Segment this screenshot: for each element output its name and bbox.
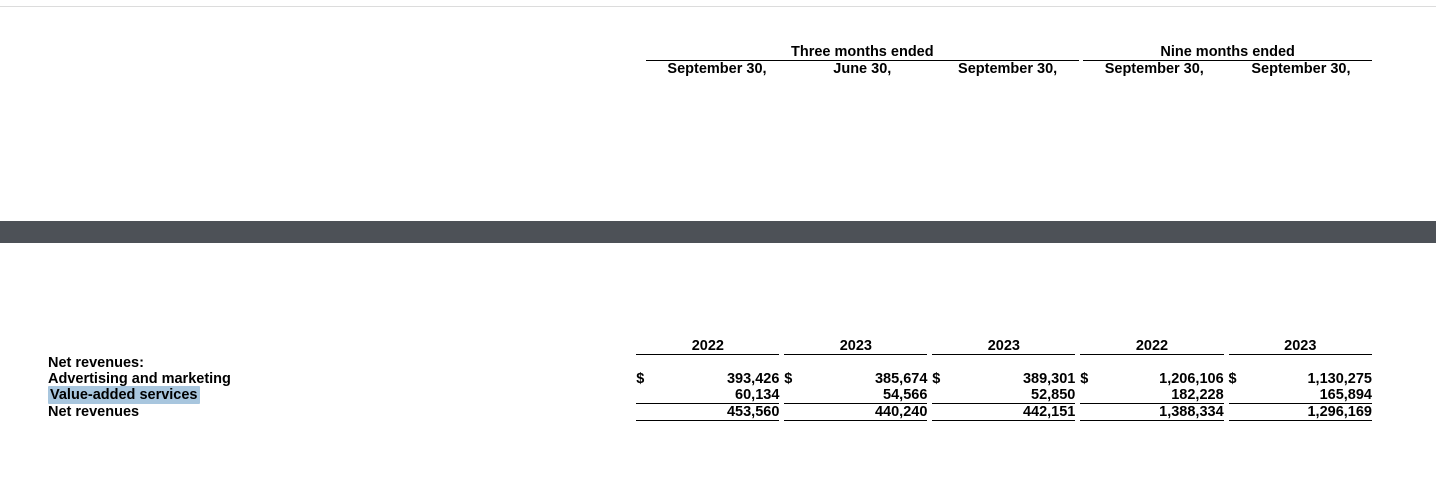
cell-value: 393,426 bbox=[726, 370, 780, 387]
cell-value: 442,151 bbox=[1022, 403, 1076, 420]
section-title-row bbox=[48, 355, 1372, 371]
currency-symbol: $ bbox=[1080, 370, 1089, 387]
cell-value: 1,388,334 bbox=[1159, 403, 1224, 420]
table-row-total bbox=[48, 403, 1372, 420]
cell-value: 54,566 bbox=[883, 386, 928, 403]
currency-symbol: $ bbox=[932, 370, 941, 387]
table-row bbox=[48, 371, 1372, 387]
cell-advertising-1 bbox=[636, 371, 779, 387]
cell-advertising-3 bbox=[932, 371, 1075, 387]
financial-table-header bbox=[646, 44, 1372, 77]
section-blank-3 bbox=[932, 355, 1075, 371]
cell-value: 165,894 bbox=[1319, 386, 1372, 403]
cell-value-added-5 bbox=[1229, 387, 1372, 404]
cell-value: 1,130,275 bbox=[1307, 370, 1372, 387]
section-blank-2 bbox=[784, 355, 927, 371]
table-row bbox=[48, 387, 1372, 404]
year-label-1: 2022 bbox=[636, 338, 779, 355]
cell-value: 385,674 bbox=[874, 370, 928, 387]
currency-symbol: $ bbox=[1228, 370, 1237, 387]
financial-table-body bbox=[48, 338, 1372, 421]
cell-net-revenues-3 bbox=[932, 403, 1075, 420]
currency-symbol: $ bbox=[636, 370, 645, 387]
cell-net-revenues-5 bbox=[1229, 403, 1372, 420]
cell-value-added-1 bbox=[636, 387, 779, 404]
year-label-4: 2022 bbox=[1080, 338, 1223, 355]
header-group-row bbox=[646, 44, 1372, 61]
year-header-row bbox=[48, 338, 1372, 355]
cell-value: 52,850 bbox=[1031, 386, 1076, 403]
page-top-divider bbox=[0, 6, 1436, 7]
cell-net-revenues-4 bbox=[1080, 403, 1223, 420]
date-label-5: September 30, bbox=[1251, 61, 1351, 77]
selected-text-highlight[interactable]: Value-added services bbox=[50, 387, 198, 403]
row-label-net-revenues-total: Net revenues bbox=[48, 404, 140, 420]
row-label-advertising-and-marketing: Advertising and marketing bbox=[48, 370, 231, 387]
cell-value: 60,134 bbox=[735, 386, 780, 403]
year-label-5: 2023 bbox=[1229, 338, 1372, 355]
date-label-2: June 30, bbox=[833, 61, 892, 77]
cell-value: 182,228 bbox=[1171, 386, 1224, 403]
revenue-table bbox=[48, 338, 1372, 421]
date-label-1: September 30, bbox=[667, 61, 767, 77]
date-label-4: September 30, bbox=[1104, 61, 1204, 77]
cell-value: 389,301 bbox=[1022, 370, 1076, 387]
header-date-row bbox=[646, 61, 1372, 78]
cell-net-revenues-2 bbox=[784, 403, 927, 420]
date-label-3: September 30, bbox=[958, 61, 1058, 77]
header-table bbox=[646, 44, 1372, 77]
cell-value: 1,206,106 bbox=[1159, 370, 1224, 387]
cell-advertising-4 bbox=[1080, 371, 1223, 387]
section-title: Net revenues: bbox=[48, 354, 144, 371]
cell-net-revenues-1 bbox=[636, 403, 779, 420]
cell-advertising-5 bbox=[1229, 371, 1372, 387]
section-blank-4 bbox=[1080, 355, 1223, 371]
cell-value-added-4 bbox=[1080, 387, 1223, 404]
year-label-2: 2023 bbox=[784, 338, 927, 355]
page-break-band bbox=[0, 221, 1436, 243]
currency-symbol: $ bbox=[784, 370, 793, 387]
year-row-label-spacer bbox=[48, 338, 636, 355]
cell-value-added-2 bbox=[784, 387, 927, 404]
column-group-nine-months: Nine months ended bbox=[1083, 44, 1372, 61]
cell-advertising-2 bbox=[784, 371, 927, 387]
cell-value: 453,560 bbox=[726, 403, 780, 420]
row-label-value-added-services bbox=[48, 387, 636, 404]
year-label-3: 2023 bbox=[932, 338, 1075, 355]
cell-value: 440,240 bbox=[874, 403, 928, 420]
cell-value: 1,296,169 bbox=[1307, 403, 1372, 420]
section-blank-1 bbox=[636, 355, 779, 371]
column-group-three-months: Three months ended bbox=[646, 44, 1079, 61]
section-blank-5 bbox=[1229, 355, 1372, 371]
cell-value-added-3 bbox=[932, 387, 1075, 404]
